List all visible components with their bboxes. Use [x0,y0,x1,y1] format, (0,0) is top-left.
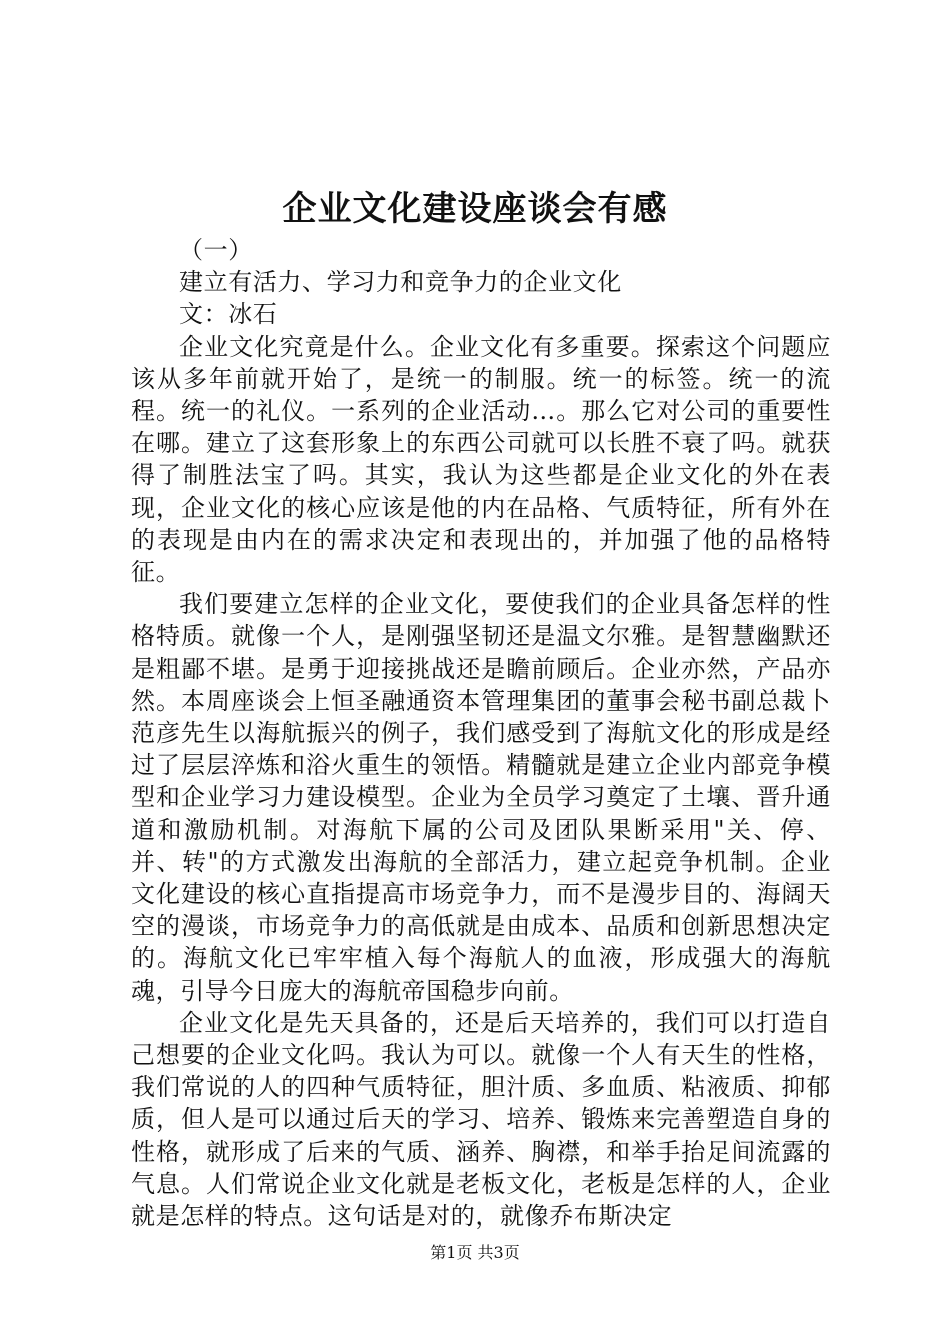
document-subtitle: 建立有活力、学习力和竞争力的企业文化 [179,268,622,297]
page-footer: 第1页 共3页 [430,1243,520,1262]
document-title: 企业文化建设座谈会有感 [282,189,668,229]
body-paragraph-2: 我们要建立怎样的企业文化，要使我们的企业具备怎样的性格特质。就像一个人，是刚强坚韧还是温文尔雅。是智慧幽默还是粗鄙不堪。是勇于迎接挑战还是瞻前顾后。企业亦然，产品亦然。本周座谈会上恒圣融通资本管理集团的董事会秘书副总裁卜范彦先生以海航振兴的例子，我们感受到了海航文化的形成是经过了层层淬炼和浴火重生的领悟。精髓就是建立企业内部竞争模型和企业学习力建设模型。企业为全员学习奠定了土壤、晋升通道和激励机制。对海航下属的公司及团队果断采用"关、停、并、转"的方式激发出海航的全部活力，建立起竞争机制。企业文化建设的核心直指提高市场竞争力，而不是漫步目的、海阔天空的漫谈，市场竞争力的高低就是由成本、品质和创新思想决定的。海航文化已牢牢植入每个海航人的血液，形成强大的海航魂，引导今日庞大的海航帝国稳步向前。 [131,590,831,1005]
document-body [131,234,831,1232]
author-line: 文：冰石 [179,300,278,329]
body-paragraph-3: 企业文化是先天具备的，还是后天培养的，我们可以打造自己想要的企业文化吗。我认为可以。就像一个人有天生的性格，我们常说的人的四种气质特征，胆汁质、多血质、粘液质、抑郁质，但人是可以通过后天的学习、培养、锻炼来完善塑造自身的性格，就形成了后来的气质、涵养、胸襟，和举手抬足间流露的气息。人们常说企业文化就是老板文化，老板是怎样的人，企业就是怎样的特点。这句话是对的，就像乔布斯决定 [131,1008,831,1231]
section-marker: （一） [179,236,253,264]
body-paragraph-1: 企业文化究竟是什么。企业文化有多重要。探索这个问题应该从多年前就开始了，是统一的制服。统一的标签。统一的流程。统一的礼仪。一系列的企业活动…。那么它对公司的重要性在哪。建立了这套形象上的东西公司就可以长胜不衰了吗。就获得了制胜法宝了吗。其实，我认为这些都是企业文化的外在表现，企业文化的核心应该是他的内在品格、气质特征，所有外在的表现是由内在的需求决定和表现出的，并加强了他的品格特征。 [131,332,831,587]
